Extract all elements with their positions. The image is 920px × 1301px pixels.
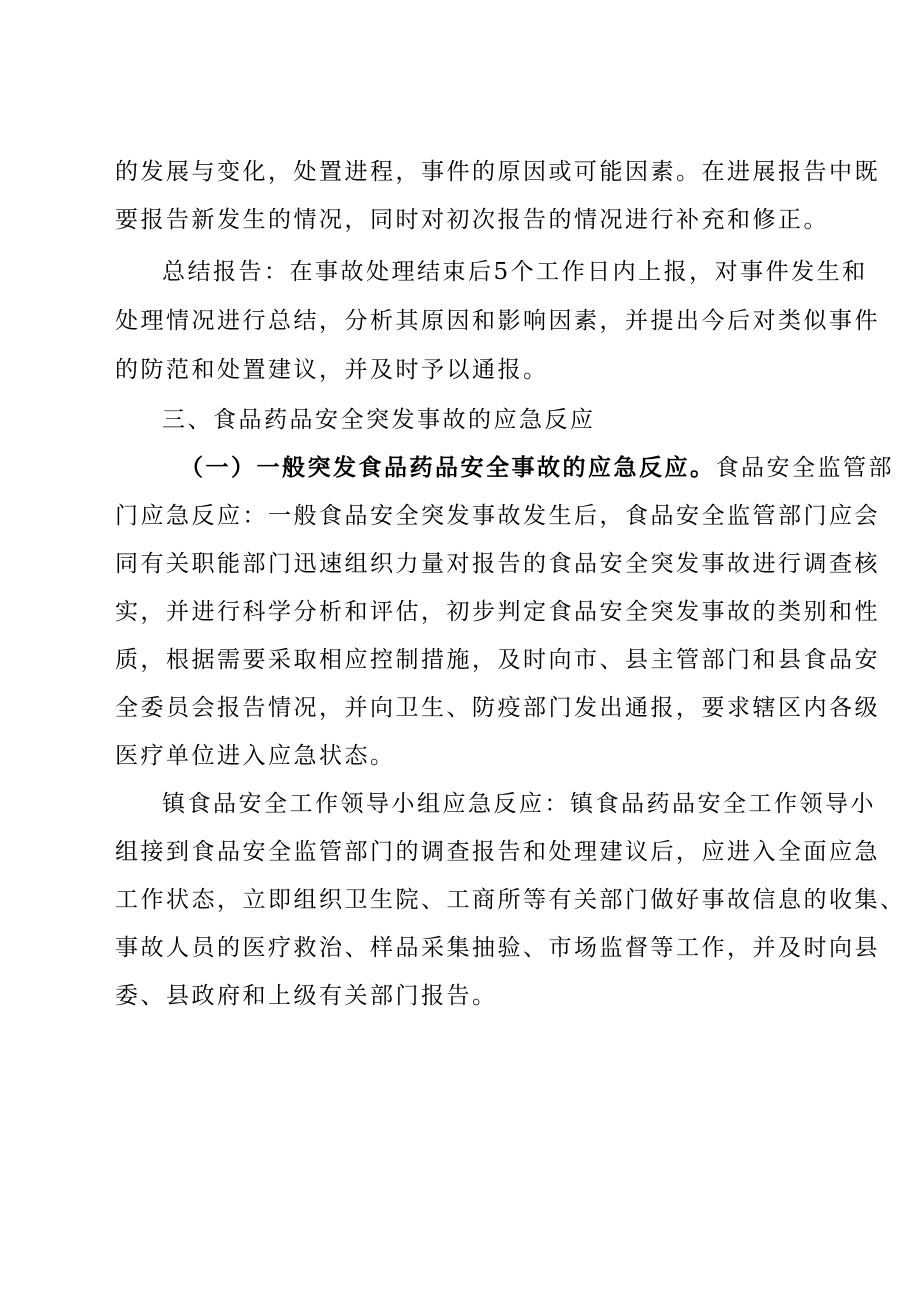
subsection-lead-text: 食品安全监管部 xyxy=(715,455,894,481)
paragraph-line: 要报告新发生的情况，同时对初次报告的情况进行补充和修正。 xyxy=(115,207,829,233)
paragraph-line: 的防范和处置建议，并及时予以通报。 xyxy=(115,357,549,383)
paragraph-line: 全委员会报告情况，并向卫生、防疫部门发出通报，要求辖区内各级 xyxy=(115,695,880,721)
paragraph-line: 实，并进行科学分析和评估，初步判定食品安全突发事故的类别和性 xyxy=(115,599,880,625)
paragraph-line: 组接到食品安全监管部门的调查报告和处理建议后，应进入全面应急 xyxy=(115,839,880,865)
paragraph-line: 工作状态，立即组织卫生院、工商所等有关部门做好事故信息的收集、 xyxy=(115,887,906,913)
paragraph-line: 质，根据需要采取相应控制措施，及时向市、县主管部门和县食品安 xyxy=(115,647,880,673)
paragraph-line: 镇食品安全工作领导小组应急反应：镇食品药品安全工作领导小 xyxy=(162,791,876,817)
subsection-heading: （一）一般突发食品药品安全事故的应急反应。 xyxy=(180,454,716,481)
section-heading: 三、食品药品安全突发事故的应急反应 xyxy=(162,407,596,433)
paragraph-line: 委、县政府和上级有关部门报告。 xyxy=(115,983,498,1009)
paragraph-line: 同有关职能部门迅速组织力量对报告的食品安全突发事故进行调查核 xyxy=(115,551,880,577)
paragraph-line: 总结报告：在事故处理结束后5个工作日内上报，对事件发生和 xyxy=(162,259,868,285)
paragraph-line: 门应急反应：一般食品安全突发事故发生后，食品安全监管部门应会 xyxy=(115,503,880,529)
paragraph-line: 医疗单位进入应急状态。 xyxy=(115,743,396,769)
paragraph-line: 事故人员的医疗救治、样品采集抽验、市场监督等工作，并及时向县 xyxy=(115,935,880,961)
subsection-first-line xyxy=(180,453,900,483)
paragraph-line: 处理情况进行总结，分析其原因和影响因素，并提出今后对类似事件 xyxy=(115,308,880,334)
paragraph-line: 的发展与变化，处置进程，事件的原因或可能因素。在进展报告中既 xyxy=(115,159,880,185)
